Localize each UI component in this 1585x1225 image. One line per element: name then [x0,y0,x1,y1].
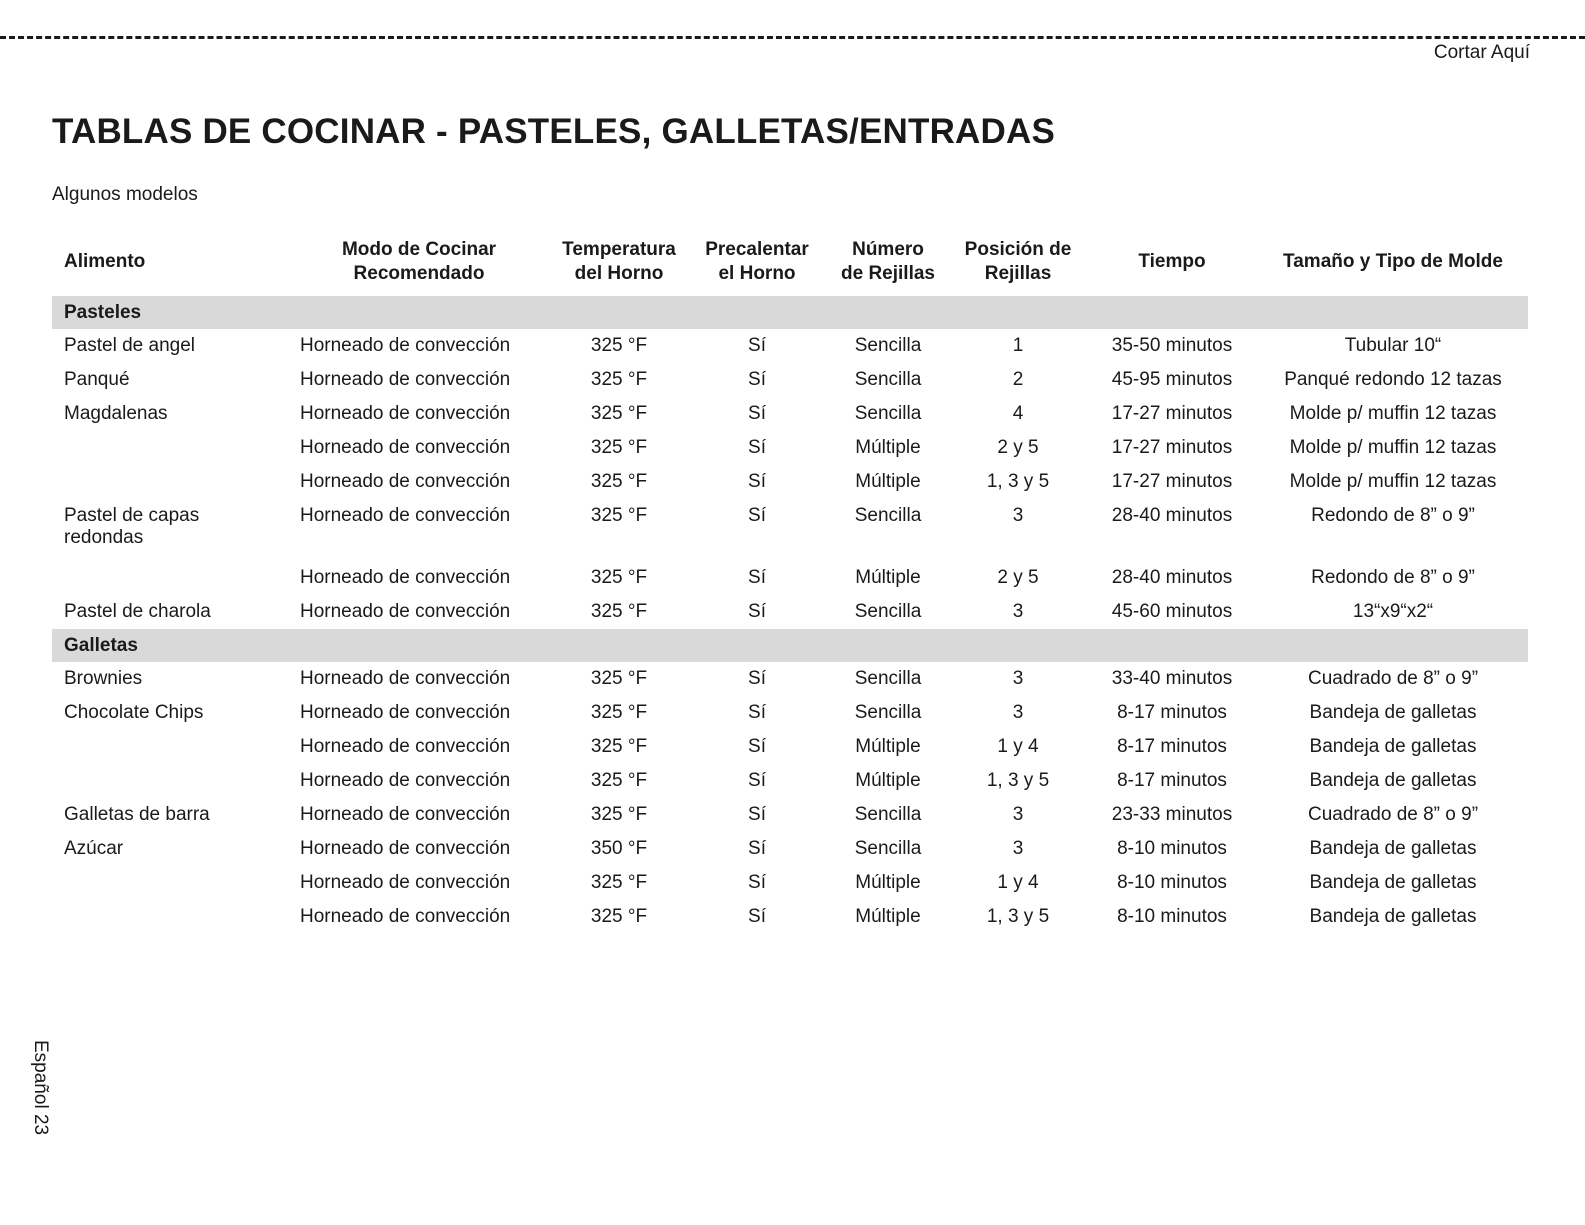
table-row [52,662,1528,696]
mode-cell: Horneado de convección [300,702,511,723]
rack-count-cell: Sencilla [854,335,922,356]
temperature-cell: 325 °F [590,770,648,791]
table-body [52,296,1528,934]
time-cell: 45-95 minutos [1111,369,1233,390]
time-cell: 45-60 minutos [1111,601,1233,622]
column-header-alimento: Alimento [64,251,146,272]
mode-cell: Horneado de convección [300,838,511,859]
preheat-cell: Sí [748,906,766,927]
table-row [52,499,1528,561]
mode-cell: Horneado de convección [300,601,511,622]
food-cell: Chocolate Chips [64,702,204,723]
food-cell: Brownies [64,668,143,689]
preheat-cell: Sí [748,505,766,526]
rack-count-cell: Múltiple [855,770,921,791]
rack-count-cell: Sencilla [854,668,922,689]
table-row [52,832,1528,866]
mode-cell: Horneado de convección [300,770,511,791]
table-row [52,465,1528,499]
food-cell: Magdalenas [64,403,168,424]
time-cell: 28-40 minutos [1111,505,1233,526]
rack-position-cell: 1 [1012,335,1024,356]
rack-position-cell: 2 y 5 [997,567,1039,588]
column-header-precalentar: Precalentar el Horno [705,239,809,284]
pan-cell: Bandeja de galletas [1309,838,1477,859]
pan-cell: 13“x9“x2“ [1352,601,1434,622]
rack-count-cell: Sencilla [854,702,922,723]
column-header-posicion: Posición de Rejillas [964,239,1072,284]
table-header-row [52,232,1528,296]
time-cell: 17-27 minutos [1111,437,1233,458]
preheat-cell: Sí [748,872,766,893]
food-cell [52,866,288,900]
food-cell: Panqué [64,369,130,390]
table-row [52,730,1528,764]
preheat-cell: Sí [748,770,766,791]
rack-count-cell: Múltiple [855,437,921,458]
rack-count-cell: Sencilla [854,838,922,859]
rack-position-cell: 3 [1012,505,1024,526]
temperature-cell: 350 °F [590,838,648,859]
pan-cell: Cuadrado de 8” o 9” [1307,668,1479,689]
preheat-cell: Sí [748,736,766,757]
rack-position-cell: 3 [1012,702,1024,723]
pan-cell: Redondo de 8” o 9” [1311,567,1475,588]
food-cell: Pastel de charola [64,601,211,622]
rack-count-cell: Múltiple [855,567,921,588]
column-header-temperatura: Temperatura del Horno [562,239,676,284]
temperature-cell: 325 °F [590,505,648,526]
temperature-cell: 325 °F [590,668,648,689]
pan-cell: Bandeja de galletas [1309,906,1477,927]
rack-count-cell: Múltiple [855,872,921,893]
time-cell: 8-10 minutos [1117,906,1227,927]
table-row [52,363,1528,397]
pan-cell: Tubular 10“ [1344,335,1442,356]
page-number-label: Español 23 [30,1040,51,1136]
preheat-cell: Sí [748,471,766,492]
time-cell: 8-17 minutos [1117,770,1227,791]
food-cell: Azúcar [64,838,124,859]
mode-cell: Horneado de convección [300,437,511,458]
preheat-cell: Sí [748,838,766,859]
time-cell: 8-17 minutos [1117,702,1227,723]
cut-label: Cortar Aquí [1433,42,1530,63]
rack-position-cell: 2 y 5 [997,437,1039,458]
preheat-cell: Sí [748,804,766,825]
section-title: Pasteles [52,296,1528,329]
temperature-cell: 325 °F [590,567,648,588]
temperature-cell: 325 °F [590,335,648,356]
pan-cell: Molde p/ muffin 12 tazas [1289,403,1497,424]
preheat-cell: Sí [748,335,766,356]
rack-position-cell: 3 [1012,804,1024,825]
mode-cell: Horneado de convección [300,668,511,689]
preheat-cell: Sí [748,668,766,689]
column-header-molde: Tamaño y Tipo de Molde [1283,251,1503,272]
mode-cell: Horneado de convección [300,906,511,927]
rack-position-cell: 3 [1012,838,1024,859]
preheat-cell: Sí [748,369,766,390]
time-cell: 8-10 minutos [1117,838,1227,859]
table-row [52,798,1528,832]
temperature-cell: 325 °F [590,804,648,825]
column-header-modo: Modo de Cocinar Recomendado [341,239,497,284]
temperature-cell: 325 °F [590,403,648,424]
page-subtitle: Algunos modelos [52,184,198,205]
time-cell: 23-33 minutos [1111,804,1233,825]
table-row [52,900,1528,934]
table-row [52,329,1528,363]
page-title: TABLAS DE COCINAR - PASTELES, GALLETAS/ENTRADAS [52,112,1056,151]
rack-position-cell: 4 [1012,403,1024,424]
temperature-cell: 325 °F [590,369,648,390]
rack-position-cell: 3 [1012,601,1024,622]
rack-position-cell: 1, 3 y 5 [986,471,1050,492]
mode-cell: Horneado de convección [300,335,511,356]
preheat-cell: Sí [748,403,766,424]
pan-cell: Molde p/ muffin 12 tazas [1289,471,1497,492]
rack-count-cell: Sencilla [854,505,922,526]
rack-count-cell: Múltiple [855,736,921,757]
column-header-tiempo: Tiempo [1138,251,1206,272]
mode-cell: Horneado de convección [300,567,511,588]
rack-position-cell: 1, 3 y 5 [986,906,1050,927]
preheat-cell: Sí [748,702,766,723]
food-cell: Pastel de angel [64,335,195,356]
pan-cell: Redondo de 8” o 9” [1311,505,1475,526]
food-cell [52,431,288,465]
time-cell: 28-40 minutos [1111,567,1233,588]
food-cell [52,900,288,934]
section-header-row [52,296,1528,329]
section-title: Galletas [52,629,1528,662]
mode-cell: Horneado de convección [300,505,511,526]
pan-cell: Molde p/ muffin 12 tazas [1289,437,1497,458]
food-cell: Pastel de capas redondas [64,505,200,548]
table-row [52,397,1528,431]
preheat-cell: Sí [748,567,766,588]
rack-count-cell: Sencilla [854,403,922,424]
rack-position-cell: 1, 3 y 5 [986,770,1050,791]
rack-count-cell: Sencilla [854,369,922,390]
pan-cell: Panqué redondo 12 tazas [1284,369,1502,390]
rack-position-cell: 1 y 4 [997,736,1039,757]
table-row [52,866,1528,900]
section-header-row [52,629,1528,662]
table-row [52,431,1528,465]
rack-position-cell: 2 [1012,369,1024,390]
rack-count-cell: Múltiple [855,906,921,927]
temperature-cell: 325 °F [590,437,648,458]
temperature-cell: 325 °F [590,872,648,893]
mode-cell: Horneado de convección [300,403,511,424]
rack-position-cell: 1 y 4 [997,872,1039,893]
mode-cell: Horneado de convección [300,369,511,390]
rack-count-cell: Sencilla [854,601,922,622]
table-row [52,764,1528,798]
time-cell: 8-17 minutos [1117,736,1227,757]
cut-line [0,36,1585,39]
mode-cell: Horneado de convección [300,804,511,825]
pan-cell: Bandeja de galletas [1309,702,1477,723]
table-row [52,595,1528,629]
temperature-cell: 325 °F [590,601,648,622]
time-cell: 8-10 minutos [1117,872,1227,893]
time-cell: 35-50 minutos [1111,335,1233,356]
preheat-cell: Sí [748,437,766,458]
pan-cell: Bandeja de galletas [1309,736,1477,757]
food-cell [52,465,288,499]
pan-cell: Cuadrado de 8” o 9” [1307,804,1479,825]
temperature-cell: 325 °F [590,702,648,723]
table-row [52,696,1528,730]
food-cell [52,764,288,798]
rack-count-cell: Sencilla [854,804,922,825]
pan-cell: Bandeja de galletas [1309,872,1477,893]
table-row [52,561,1528,595]
time-cell: 17-27 minutos [1111,403,1233,424]
rack-count-cell: Múltiple [855,471,921,492]
mode-cell: Horneado de convección [300,872,511,893]
temperature-cell: 325 °F [590,471,648,492]
cooking-table [52,232,1528,934]
pan-cell: Bandeja de galletas [1309,770,1477,791]
rack-position-cell: 3 [1012,668,1024,689]
food-cell [52,561,288,595]
mode-cell: Horneado de convección [300,471,511,492]
food-cell: Galletas de barra [64,804,210,825]
temperature-cell: 325 °F [590,906,648,927]
column-header-numero: Número de Rejillas [841,239,935,284]
mode-cell: Horneado de convección [300,736,511,757]
temperature-cell: 325 °F [590,736,648,757]
food-cell [52,730,288,764]
time-cell: 17-27 minutos [1111,471,1233,492]
preheat-cell: Sí [748,601,766,622]
time-cell: 33-40 minutos [1111,668,1233,689]
